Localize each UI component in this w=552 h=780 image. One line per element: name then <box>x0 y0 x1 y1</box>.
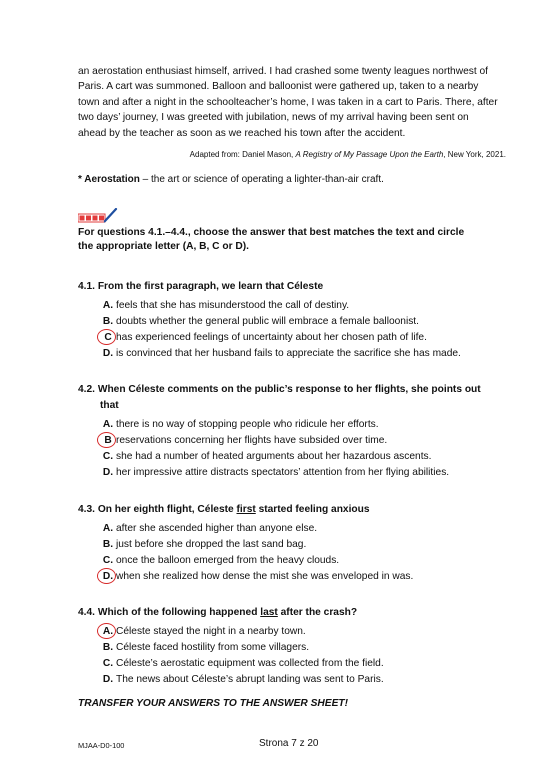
stem-part: started feeling anxious <box>255 504 370 516</box>
passage-line: an aerostation enthusiast himself, arrived. I had crashed some twenty leagues northwest of <box>78 66 488 77</box>
option-text: after she ascended higher than anyone else. <box>116 523 318 535</box>
passage-line: town and after a night in the schoolteacher’s home, I was taken in a cart to Paris. There, after <box>78 96 498 108</box>
option-letter: C. <box>102 451 114 463</box>
question-stem <box>78 502 506 518</box>
source-title: A Registry of My Passage Upon the Earth <box>295 150 444 160</box>
option-d[interactable] <box>100 569 506 585</box>
instruction-icon-wrap <box>78 208 506 224</box>
question-stem: 4.1. From the first paragraph, we learn that Céleste <box>78 281 324 293</box>
option-text: is convinced that her husband fails to appreciate the sacrifice she has made. <box>116 348 461 360</box>
option-text: has experienced feelings of uncertainty about her chosen path of life. <box>116 332 427 344</box>
option-text: Céleste faced hostility from some villagers. <box>116 642 310 654</box>
option-letter: A. <box>102 523 114 535</box>
option-letter: C <box>104 332 112 344</box>
instruction-text <box>78 226 478 254</box>
option-letter-circled <box>100 330 116 346</box>
pencil-and-boxes-icon <box>78 208 118 224</box>
stem-underlined: last <box>260 607 278 619</box>
question-4-3 <box>78 502 506 585</box>
answer-circle <box>97 623 116 639</box>
option-text: her impressive attire distracts spectators’ attention from her flying abilities. <box>116 467 450 479</box>
option-letter: A. <box>102 300 114 312</box>
option-letter: C. <box>102 658 114 670</box>
option-text: she had a number of heated arguments about her hazardous ascents. <box>116 451 432 463</box>
option-text: just before she dropped the last sand bag. <box>116 539 307 551</box>
option-c[interactable] <box>100 553 506 569</box>
question-stem: 4.2. When Céleste comments on the public’s response to her flights, she points out <box>78 384 481 396</box>
answer-circle <box>97 568 116 584</box>
question-stem-continued: that <box>100 400 119 412</box>
instruction-line: For questions 4.1.–4.4., choose the answer that best matches the text and circle <box>78 227 465 239</box>
passage <box>78 64 506 160</box>
option-letter: C. <box>102 555 114 567</box>
option-text: there is no way of stopping people who ridicule her efforts. <box>116 419 379 431</box>
footnote-term: * Aerostation <box>78 174 140 186</box>
option-letter: A. <box>102 419 114 431</box>
options-list <box>78 298 506 362</box>
option-letter: B. <box>102 539 114 551</box>
option-letter: D. <box>102 467 114 479</box>
source-citation <box>78 149 506 160</box>
option-letter: B. <box>102 316 114 328</box>
option-d[interactable] <box>100 465 506 481</box>
option-c[interactable] <box>100 656 506 672</box>
option-d[interactable] <box>100 672 506 688</box>
option-text: Céleste stayed the night in a nearby town. <box>116 626 306 638</box>
option-b[interactable] <box>100 640 506 656</box>
passage-line: Paris. A cart was summoned. Balloon and balloonist were gathered up, taken to a nearby <box>78 81 479 93</box>
options-list <box>78 417 506 481</box>
stem-underlined: first <box>236 504 256 516</box>
option-text: The news about Céleste’s abrupt landing was sent to Paris. <box>116 674 384 686</box>
option-letter: D. <box>102 571 114 583</box>
option-text: doubts whether the general public will embrace a female balloonist. <box>116 316 419 328</box>
option-letter: D. <box>102 674 114 686</box>
option-a[interactable] <box>100 521 506 537</box>
footnote <box>78 173 506 186</box>
option-text: reservations concerning her flights have subsided over time. <box>116 435 388 447</box>
passage-line: ahead by the teacher as soon as we reached his town after the accident. <box>78 127 406 139</box>
option-a[interactable] <box>100 624 506 640</box>
option-b[interactable] <box>100 433 506 449</box>
option-letter: D. <box>102 348 114 360</box>
option-a[interactable] <box>100 417 506 433</box>
answer-circle <box>97 432 116 448</box>
option-c[interactable] <box>100 330 506 346</box>
stem-part: after the crash? <box>277 607 358 619</box>
question-stem <box>78 605 506 621</box>
option-text: when she realized how dense the mist she was enveloped in was. <box>116 571 414 583</box>
stem-part: 4.3. On her eighth flight, Céleste <box>78 504 237 516</box>
passage-line: two days’ journey, I was greeted with jubilation, news of my arrival having been sent on <box>78 112 469 124</box>
option-text: feels that she has misunderstood the call of destiny. <box>116 300 350 312</box>
option-letter-circled <box>100 569 116 585</box>
option-d[interactable] <box>100 346 506 362</box>
options-list <box>78 624 506 688</box>
answer-circle <box>97 329 116 345</box>
options-list <box>78 521 506 585</box>
instruction-line: the appropriate letter (A, B, C or D). <box>78 241 249 253</box>
option-b[interactable] <box>100 537 506 553</box>
option-text: once the balloon emerged from the heavy clouds. <box>116 555 340 567</box>
question-4-4 <box>78 605 506 688</box>
exam-code: MJAA-D0-100 <box>78 741 125 750</box>
option-c[interactable] <box>100 449 506 465</box>
source-suffix: , New York, 2021. <box>443 150 506 160</box>
page-content <box>78 64 506 688</box>
option-letter: B. <box>102 642 114 654</box>
stem-part: 4.4. Which of the following happened <box>78 607 261 619</box>
transfer-instruction: TRANSFER YOUR ANSWERS TO THE ANSWER SHEET! <box>78 698 348 709</box>
option-b[interactable] <box>100 314 506 330</box>
page-number: Strona 7 z 20 <box>259 738 319 749</box>
option-text: Céleste’s aerostatic equipment was collected from the field. <box>116 658 384 670</box>
option-letter-circled <box>100 624 116 640</box>
option-letter: B <box>104 435 112 447</box>
footnote-definition: – the art or science of operating a lighter-than-air craft. <box>139 174 384 186</box>
question-4-2 <box>78 382 506 481</box>
option-letter-circled <box>100 433 116 449</box>
option-letter: A. <box>102 626 114 638</box>
source-prefix: Adapted from: Daniel Mason, <box>189 150 296 160</box>
question-4-1 <box>78 279 506 362</box>
option-a[interactable] <box>100 298 506 314</box>
